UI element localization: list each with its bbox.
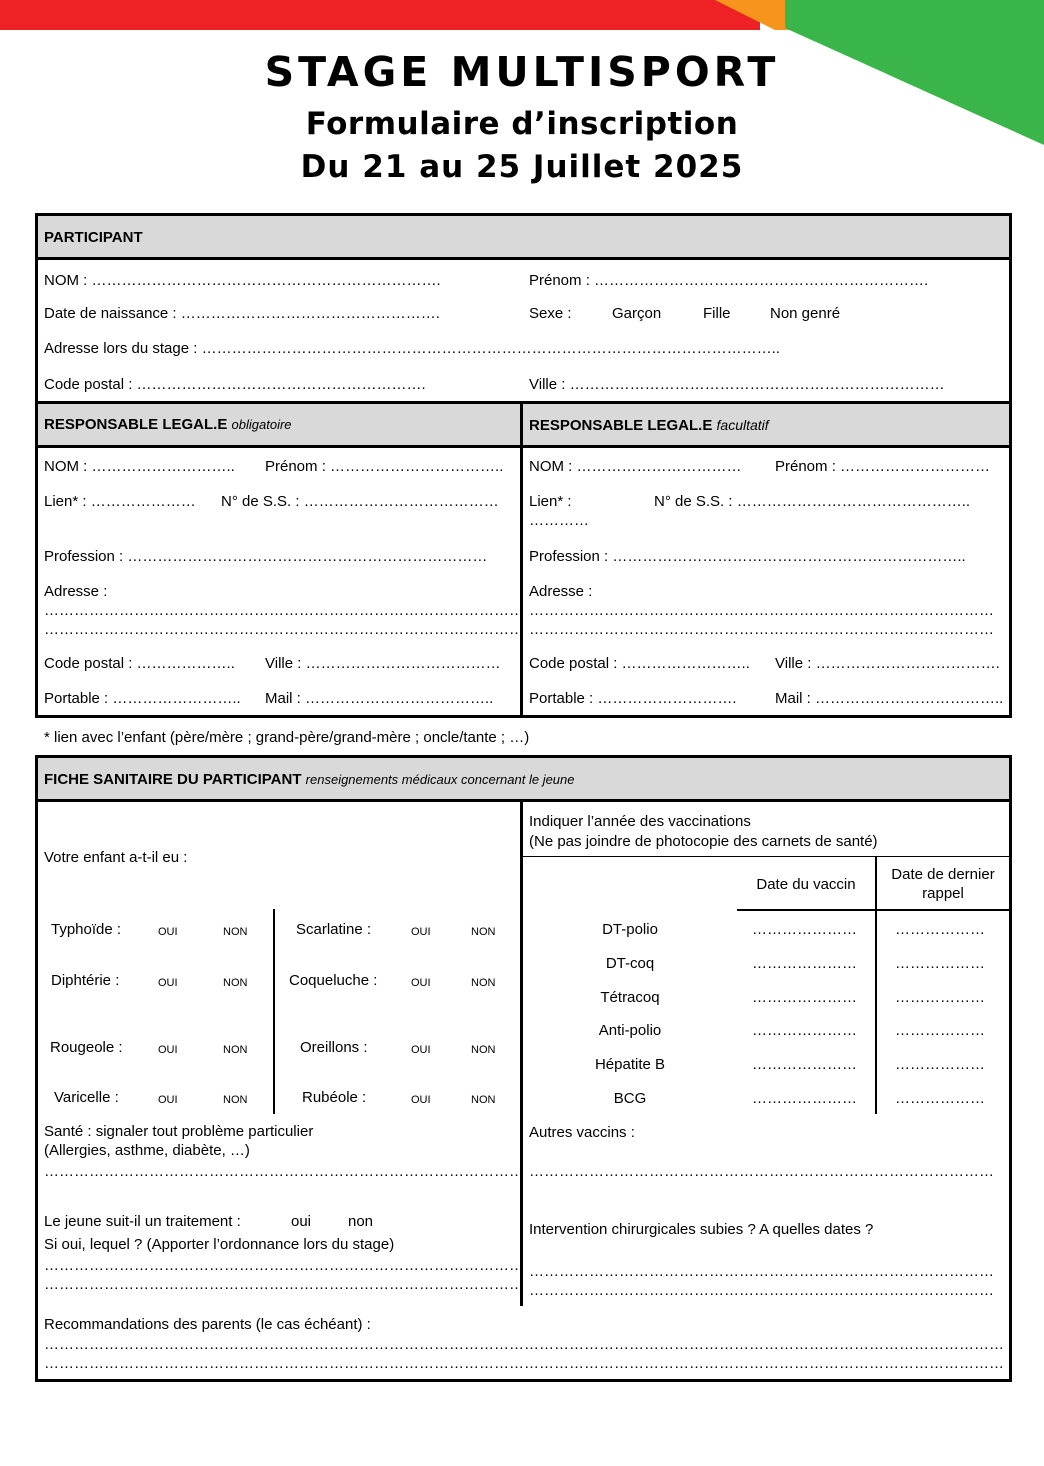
resp1-mail-field[interactable]: Mail : ………………………………..: [265, 690, 494, 707]
resp2-lien-field[interactable]: Lien* :: [529, 493, 572, 510]
stage-dates: Du 21 au 25 Juillet 2025: [300, 149, 744, 185]
participant-nom-field[interactable]: NOM : …………………………………………………………….: [44, 272, 441, 289]
oreillons-non[interactable]: NON: [471, 1044, 496, 1056]
sante-examples: (Allergies, asthme, diabète, …): [44, 1142, 250, 1159]
column-divider: [520, 401, 523, 718]
tetracoq-rappel-field[interactable]: ………………: [895, 989, 985, 1006]
resp2-postal-code-field[interactable]: Code postal : ……………………..: [529, 655, 750, 672]
participant-prenom-field[interactable]: Prénom : ………………………………………………………….: [529, 272, 929, 289]
resp1-nom-field[interactable]: NOM : ………………………..: [44, 458, 235, 475]
vaccination-note: (Ne pas joindre de photocopie des carnets de santé): [529, 833, 878, 850]
hepatite-b-rappel-field[interactable]: ………………: [895, 1056, 985, 1073]
resp2-address-label: Adresse :: [529, 583, 593, 600]
resp1-heading-title: RESPONSABLE LEGAL.E: [44, 416, 228, 433]
column-date-rappel-line1: Date de dernier: [891, 866, 995, 883]
resp1-prenom-field[interactable]: Prénom : ……………………………..: [265, 458, 504, 475]
diphterie-oui[interactable]: OUI: [158, 977, 178, 989]
recommandations-field-1[interactable]: …………………………………………………………………………………………………………………………………………………………………………: [44, 1336, 1004, 1353]
resp2-mail-field[interactable]: Mail : ………………………………..: [775, 690, 1004, 707]
typhoide-oui[interactable]: OUI: [158, 926, 178, 938]
varicelle-non[interactable]: NON: [223, 1094, 248, 1106]
autres-vaccins-field[interactable]: …………………………………………………………………………………: [529, 1163, 994, 1180]
bcg-rappel-field[interactable]: ………………: [895, 1090, 985, 1107]
resp1-postal-code-field[interactable]: Code postal : ………………..: [44, 655, 235, 672]
chirurgie-field-1[interactable]: …………………………………………………………………………………: [529, 1263, 994, 1280]
disease-divider: [273, 909, 275, 1114]
dt-coq-date-field[interactable]: …………………: [752, 955, 857, 972]
resp1-mobile-field[interactable]: Portable : ……………………..: [44, 690, 241, 707]
divider: [35, 799, 1012, 802]
dt-polio-date-field[interactable]: …………………: [752, 921, 857, 938]
disease-rubeole: Rubéole :: [302, 1089, 367, 1106]
disease-varicelle: Varicelle :: [54, 1089, 119, 1106]
participant-heading: PARTICIPANT: [44, 229, 143, 246]
resp1-lien-field[interactable]: Lien* : …………………: [44, 493, 196, 510]
dt-coq-rappel-field[interactable]: ………………: [895, 955, 985, 972]
resp1-profession-field[interactable]: Profession : ………………………………………………………………: [44, 548, 488, 565]
participant-header-band: [38, 216, 1009, 258]
disease-rougeole: Rougeole :: [50, 1039, 123, 1056]
resp1-ss-field[interactable]: N° de S.S. : …………………………………: [221, 493, 499, 510]
disease-diphterie: Diphtérie :: [51, 972, 120, 989]
traitement-field-2[interactable]: ……………………………………………………………………………………: [44, 1276, 524, 1293]
hepatite-b-date-field[interactable]: …………………: [752, 1056, 857, 1073]
scarlatine-oui[interactable]: OUI: [411, 926, 431, 938]
resp1-address-label: Adresse :: [44, 583, 108, 600]
anti-polio-rappel-field[interactable]: ………………: [895, 1022, 985, 1039]
column-date-vaccin: Date du vaccin: [756, 876, 856, 893]
resp2-profession-field[interactable]: Profession : ……………………………………………………………..: [529, 548, 966, 565]
rougeole-oui[interactable]: OUI: [158, 1044, 178, 1056]
tetracoq-date-field[interactable]: …………………: [752, 989, 857, 1006]
column-divider: [520, 799, 523, 1306]
resp2-prenom-field[interactable]: Prénom : …………………………: [775, 458, 991, 475]
resp2-lien-continuation[interactable]: …………: [529, 512, 589, 529]
recommandations-field-2[interactable]: …………………………………………………………………………………………………………………………………………………………………………: [44, 1355, 1004, 1372]
traitement-non[interactable]: non: [348, 1213, 374, 1230]
vaccine-dt-polio: DT-polio: [602, 921, 658, 938]
participant-postal-code-field[interactable]: Code postal : ………………………………………………….: [44, 376, 426, 393]
varicelle-oui[interactable]: OUI: [158, 1094, 178, 1106]
coqueluche-oui[interactable]: OUI: [411, 977, 431, 989]
traitement-question: Le jeune suit-il un traitement :: [44, 1213, 241, 1230]
sanitaire-heading-title: FICHE SANITAIRE DU PARTICIPANT: [44, 771, 302, 788]
page-title: STAGE MULTISPORT: [264, 48, 780, 96]
resp2-address-line-1[interactable]: …………………………………………………………………………………: [529, 602, 994, 619]
resp2-address-line-2[interactable]: …………………………………………………………………………………: [529, 621, 994, 638]
resp2-heading-note: facultatif: [716, 417, 769, 433]
resp2-heading-title: RESPONSABLE LEGAL.E: [529, 417, 713, 434]
resp2-mobile-field[interactable]: Portable : ……………………….: [529, 690, 737, 707]
chirurgie-field-2[interactable]: …………………………………………………………………………………: [529, 1282, 994, 1299]
scarlatine-non[interactable]: NON: [471, 926, 496, 938]
resp1-heading: [44, 416, 292, 434]
resp1-address-line-2[interactable]: ……………………………………………………………………………………: [44, 621, 524, 638]
sante-label: Santé : signaler tout problème particulier: [44, 1123, 314, 1140]
resp2-nom-field[interactable]: NOM : ……………………………: [529, 458, 742, 475]
vaccination-intro: Indiquer l’année des vaccinations: [529, 813, 751, 830]
oreillons-oui[interactable]: OUI: [411, 1044, 431, 1056]
dt-polio-rappel-field[interactable]: ………………: [895, 921, 985, 938]
disease-scarlatine: Scarlatine :: [296, 921, 372, 938]
sante-field[interactable]: ……………………………………………………………………………………: [44, 1163, 524, 1180]
resp1-city-field[interactable]: Ville : …………………………………: [265, 655, 501, 672]
anti-polio-date-field[interactable]: …………………: [752, 1022, 857, 1039]
divider: [35, 445, 1012, 448]
resp1-heading-note: obligatoire: [231, 417, 292, 432]
vaccine-bcg: BCG: [613, 1090, 647, 1107]
vaccine-table-header-line: [737, 909, 1012, 911]
vaccine-tetracoq: Tétracoq: [600, 989, 660, 1006]
resp2-heading: [529, 416, 769, 435]
resp1-address-line-1[interactable]: ……………………………………………………………………………………: [44, 602, 524, 619]
disease-coqueluche: Coqueluche :: [289, 972, 378, 989]
vaccine-dt-coq: DT-coq: [605, 955, 655, 972]
footnote: * lien avec l’enfant (père/mère ; grand-père/grand-mère ; oncle/tante ; …): [44, 729, 530, 746]
traitement-lequel: Si oui, lequel ? (Apporter l’ordonnance lors du stage): [44, 1236, 395, 1253]
resp2-city-field[interactable]: Ville : ……………………………….: [775, 655, 1000, 672]
red-band: [0, 0, 760, 30]
bcg-date-field[interactable]: …………………: [752, 1090, 857, 1107]
vaccine-hepatite-b: Hépatite B: [594, 1056, 666, 1073]
chirurgie-question: Intervention chirurgicales subies ? A quelles dates ?: [529, 1221, 874, 1238]
rougeole-non[interactable]: NON: [223, 1044, 248, 1056]
vaccine-table-top-line: [520, 856, 1012, 857]
participant-address-field[interactable]: Adresse lors du stage : ……………………………………………………………………………………………………..: [44, 340, 780, 357]
vaccine-anti-polio: Anti-polio: [598, 1022, 662, 1039]
recommandations-label: Recommandations des parents (le cas échéant) :: [44, 1316, 371, 1333]
sanitaire-heading-note: renseignements médicaux concernant le jeune: [305, 772, 575, 787]
sexe-option-fille[interactable]: Fille: [703, 305, 731, 322]
column-date-rappel-line2: rappel: [922, 885, 964, 902]
participant-birthdate-field[interactable]: Date de naissance : …………………………………………….: [44, 305, 440, 322]
disease-oreillons: Oreillons :: [300, 1039, 368, 1056]
diphterie-non[interactable]: NON: [223, 977, 248, 989]
divider: [35, 257, 1012, 260]
sexe-option-non-genre[interactable]: Non genré: [770, 305, 841, 322]
rubeole-non[interactable]: NON: [471, 1094, 496, 1106]
traitement-field-1[interactable]: ……………………………………………………………………………………: [44, 1257, 524, 1274]
participant-city-field[interactable]: Ville : …………………………………………………………………: [529, 376, 945, 393]
sexe-option-garcon[interactable]: Garçon: [612, 305, 662, 322]
typhoide-non[interactable]: NON: [223, 926, 248, 938]
coqueluche-non[interactable]: NON: [471, 977, 496, 989]
resp2-ss-field[interactable]: N° de S.S. : ………………………………………..: [654, 493, 971, 510]
sanitaire-heading: [44, 771, 575, 789]
rubeole-oui[interactable]: OUI: [411, 1094, 431, 1106]
disease-question: Votre enfant a-t-il eu :: [44, 849, 188, 866]
autres-vaccins-label: Autres vaccins :: [529, 1124, 635, 1141]
traitement-oui[interactable]: oui: [291, 1213, 312, 1230]
participant-sexe-label: Sexe :: [529, 305, 572, 322]
page-subtitle: Formulaire d’inscription: [305, 106, 739, 142]
disease-typhoide: Typhoïde :: [51, 921, 122, 938]
